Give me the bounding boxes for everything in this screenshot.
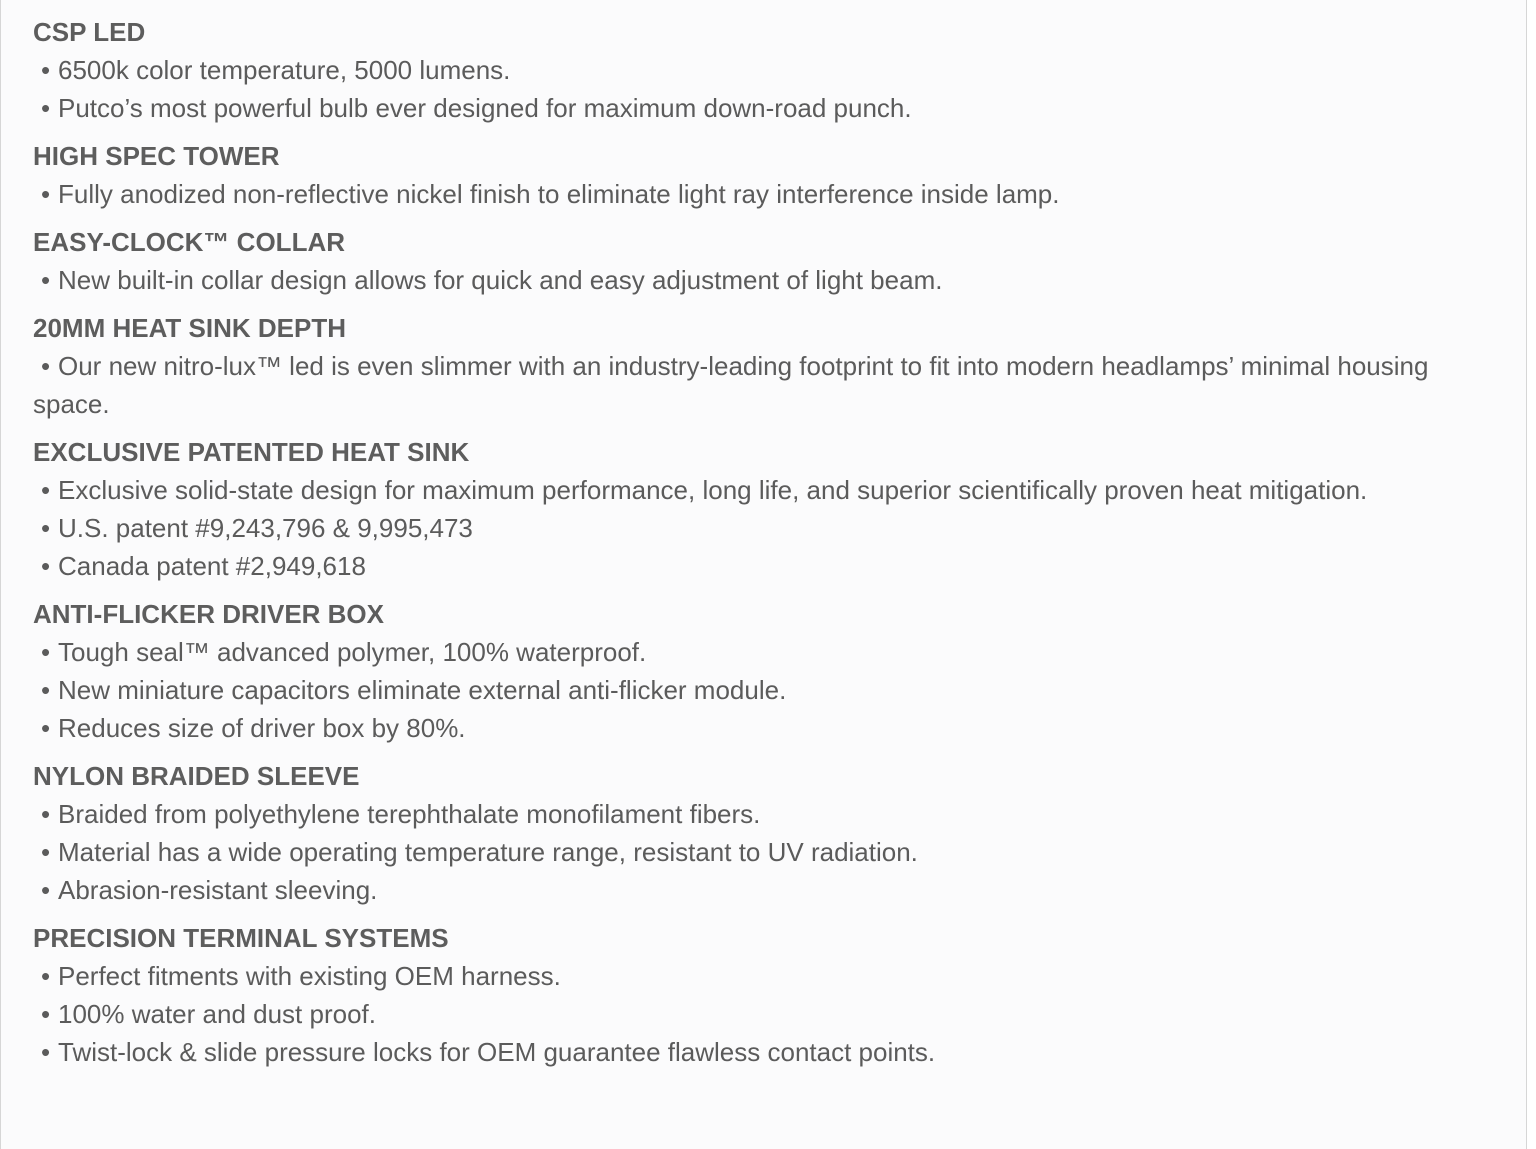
bullet-item: • Material has a wide operating temperature range, resistant to UV radiation.	[33, 833, 1526, 871]
section-heading: ANTI-FLICKER DRIVER BOX	[33, 599, 384, 629]
bullet-dot-icon: •	[40, 265, 51, 295]
section-heading: CSP LED	[33, 17, 146, 47]
section-heading: PRECISION TERMINAL SYSTEMS	[33, 923, 449, 953]
bullet-list	[33, 51, 1526, 127]
bullet-dot-icon: •	[40, 875, 51, 905]
bullet-item: • New miniature capacitors eliminate external anti-flicker module.	[33, 671, 1526, 709]
section-heading: EXCLUSIVE PATENTED HEAT SINK	[33, 437, 470, 467]
bullet-dot-icon: •	[40, 713, 51, 743]
bullet-list	[33, 957, 1526, 1071]
feature-section-easy-clock-collar	[33, 223, 1526, 299]
bullet-list	[33, 633, 1526, 747]
section-heading: NYLON BRAIDED SLEEVE	[33, 761, 360, 791]
bullet-dot-icon: •	[40, 551, 51, 581]
bullet-dot-icon: •	[40, 1037, 51, 1067]
feature-section-csp-led	[33, 13, 1526, 127]
feature-section-high-spec-tower	[33, 137, 1526, 213]
bullet-dot-icon: •	[40, 179, 51, 209]
bullet-item: • Canada patent #2,949,618	[33, 547, 1526, 585]
bullet-item: • U.S. patent #9,243,796 & 9,995,473	[33, 509, 1526, 547]
bullet-list	[33, 795, 1526, 909]
bullet-dot-icon: •	[40, 961, 51, 991]
bullet-item: • Tough seal™ advanced polymer, 100% waterproof.	[33, 633, 1526, 671]
bullet-dot-icon: •	[40, 837, 51, 867]
bullet-dot-icon: •	[40, 513, 51, 543]
bullet-item: • 6500k color temperature, 5000 lumens.	[33, 51, 1526, 89]
bullet-dot-icon: •	[40, 55, 51, 85]
bullet-item: • Fully anodized non-reflective nickel finish to eliminate light ray interference inside lamp.	[33, 175, 1526, 213]
feature-section-patented-heat-sink	[33, 433, 1526, 585]
bullet-dot-icon: •	[40, 93, 51, 123]
bullet-dot-icon: •	[40, 999, 51, 1029]
bullet-item: • New built-in collar design allows for quick and easy adjustment of light beam.	[33, 261, 1526, 299]
bullet-dot-icon: •	[40, 351, 51, 381]
bullet-item: • 100% water and dust proof.	[33, 995, 1526, 1033]
section-heading: HIGH SPEC TOWER	[33, 141, 280, 171]
bullet-item: • Perfect fitments with existing OEM harness.	[33, 957, 1526, 995]
bullet-item: • Abrasion-resistant sleeving.	[33, 871, 1526, 909]
bullet-dot-icon: •	[40, 799, 51, 829]
feature-section-nylon-sleeve	[33, 757, 1526, 909]
bullet-item: • Braided from polyethylene terephthalate monofilament fibers.	[33, 795, 1526, 833]
bullet-list	[33, 175, 1526, 213]
feature-section-driver-box	[33, 595, 1526, 747]
bullet-item: • Exclusive solid-state design for maximum performance, long life, and superior scientifically proven heat mitigation.	[33, 471, 1526, 509]
bullet-list	[33, 261, 1526, 299]
feature-section-heat-sink-depth	[33, 309, 1526, 423]
bullet-item: • Our new nitro-lux™ led is even slimmer with an industry-leading footprint to fit into modern headlamps’ minimal housing space.	[33, 347, 1526, 423]
bullet-item: • Reduces size of driver box by 80%.	[33, 709, 1526, 747]
bullet-list	[33, 471, 1526, 585]
bullet-dot-icon: •	[40, 475, 51, 505]
bullet-list	[33, 347, 1526, 423]
bullet-item: • Twist-lock & slide pressure locks for OEM guarantee flawless contact points.	[33, 1033, 1526, 1071]
feature-section-terminal-systems	[33, 919, 1526, 1071]
bullet-dot-icon: •	[40, 637, 51, 667]
section-heading: EASY-CLOCK™ COLLAR	[33, 227, 345, 257]
bullet-dot-icon: •	[40, 675, 51, 705]
section-heading: 20MM HEAT SINK DEPTH	[33, 313, 346, 343]
bullet-item: • Putco’s most powerful bulb ever designed for maximum down-road punch.	[33, 89, 1526, 127]
